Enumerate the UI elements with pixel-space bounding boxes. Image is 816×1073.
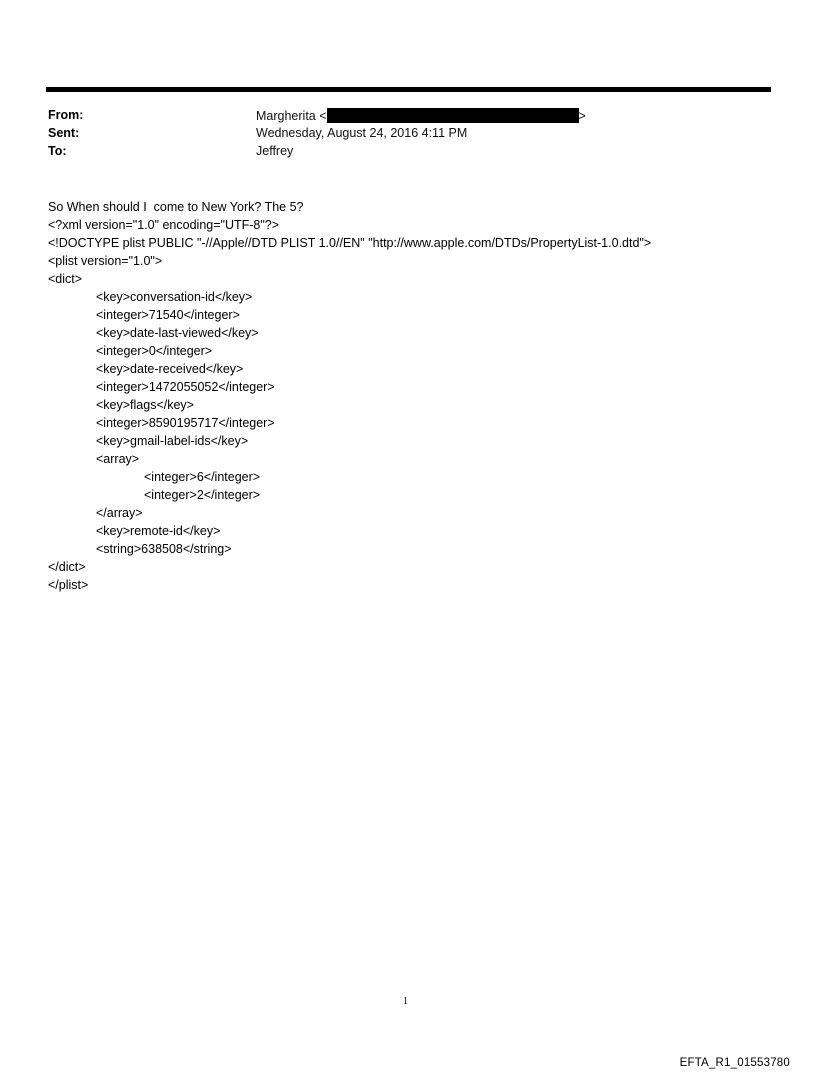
- body-line: <integer>0</integer>: [96, 344, 213, 358]
- body-line: <key>remote-id</key>: [96, 524, 221, 538]
- body-line: <plist version="1.0">: [48, 254, 163, 268]
- sent-value: Wednesday, August 24, 2016 4:11 PM: [256, 126, 468, 140]
- body-line: <!DOCTYPE plist PUBLIC "-//Apple//DTD PLIST 1.0//EN" "http://www.apple.com/DTDs/PropertyList-1.0.dtd">: [48, 236, 652, 250]
- message-body: [48, 198, 651, 594]
- from-close: >: [578, 109, 586, 123]
- body-line: <string>638508</string>: [96, 542, 232, 556]
- body-line: <integer>1472055052</integer>: [96, 380, 275, 394]
- redaction-bar: [327, 108, 579, 123]
- to-value: Jeffrey: [256, 144, 294, 158]
- page-number: 1: [403, 996, 408, 1007]
- body-line: <array>: [96, 452, 140, 466]
- header-rule: [46, 87, 771, 92]
- body-line: <key>flags</key>: [96, 398, 194, 412]
- body-line: <key>gmail-label-ids</key>: [96, 434, 249, 448]
- body-line: <integer>8590195717</integer>: [96, 416, 275, 430]
- from-value: [256, 108, 586, 123]
- body-line: <key>date-last-viewed</key>: [96, 326, 259, 340]
- sent-label: Sent:: [48, 126, 80, 140]
- body-line: <integer>71540</integer>: [96, 308, 240, 322]
- from-label: From:: [48, 108, 84, 122]
- body-line: <?xml version="1.0" encoding="UTF-8"?>: [48, 218, 280, 232]
- body-line: </plist>: [48, 578, 89, 592]
- document-id: EFTA_R1_01553780: [679, 1057, 790, 1069]
- body-line: <key>conversation-id</key>: [96, 290, 253, 304]
- body-line: <integer>6</integer>: [144, 470, 261, 484]
- from-name: Margherita <: [256, 109, 327, 123]
- body-line: So When should I come to New York? The 5?: [48, 200, 304, 214]
- body-line: <key>date-received</key>: [96, 362, 244, 376]
- body-line: <dict>: [48, 272, 83, 286]
- to-label: To:: [48, 144, 67, 158]
- body-line: <integer>2</integer>: [144, 488, 261, 502]
- body-line: </array>: [96, 506, 143, 520]
- body-line: </dict>: [48, 560, 86, 574]
